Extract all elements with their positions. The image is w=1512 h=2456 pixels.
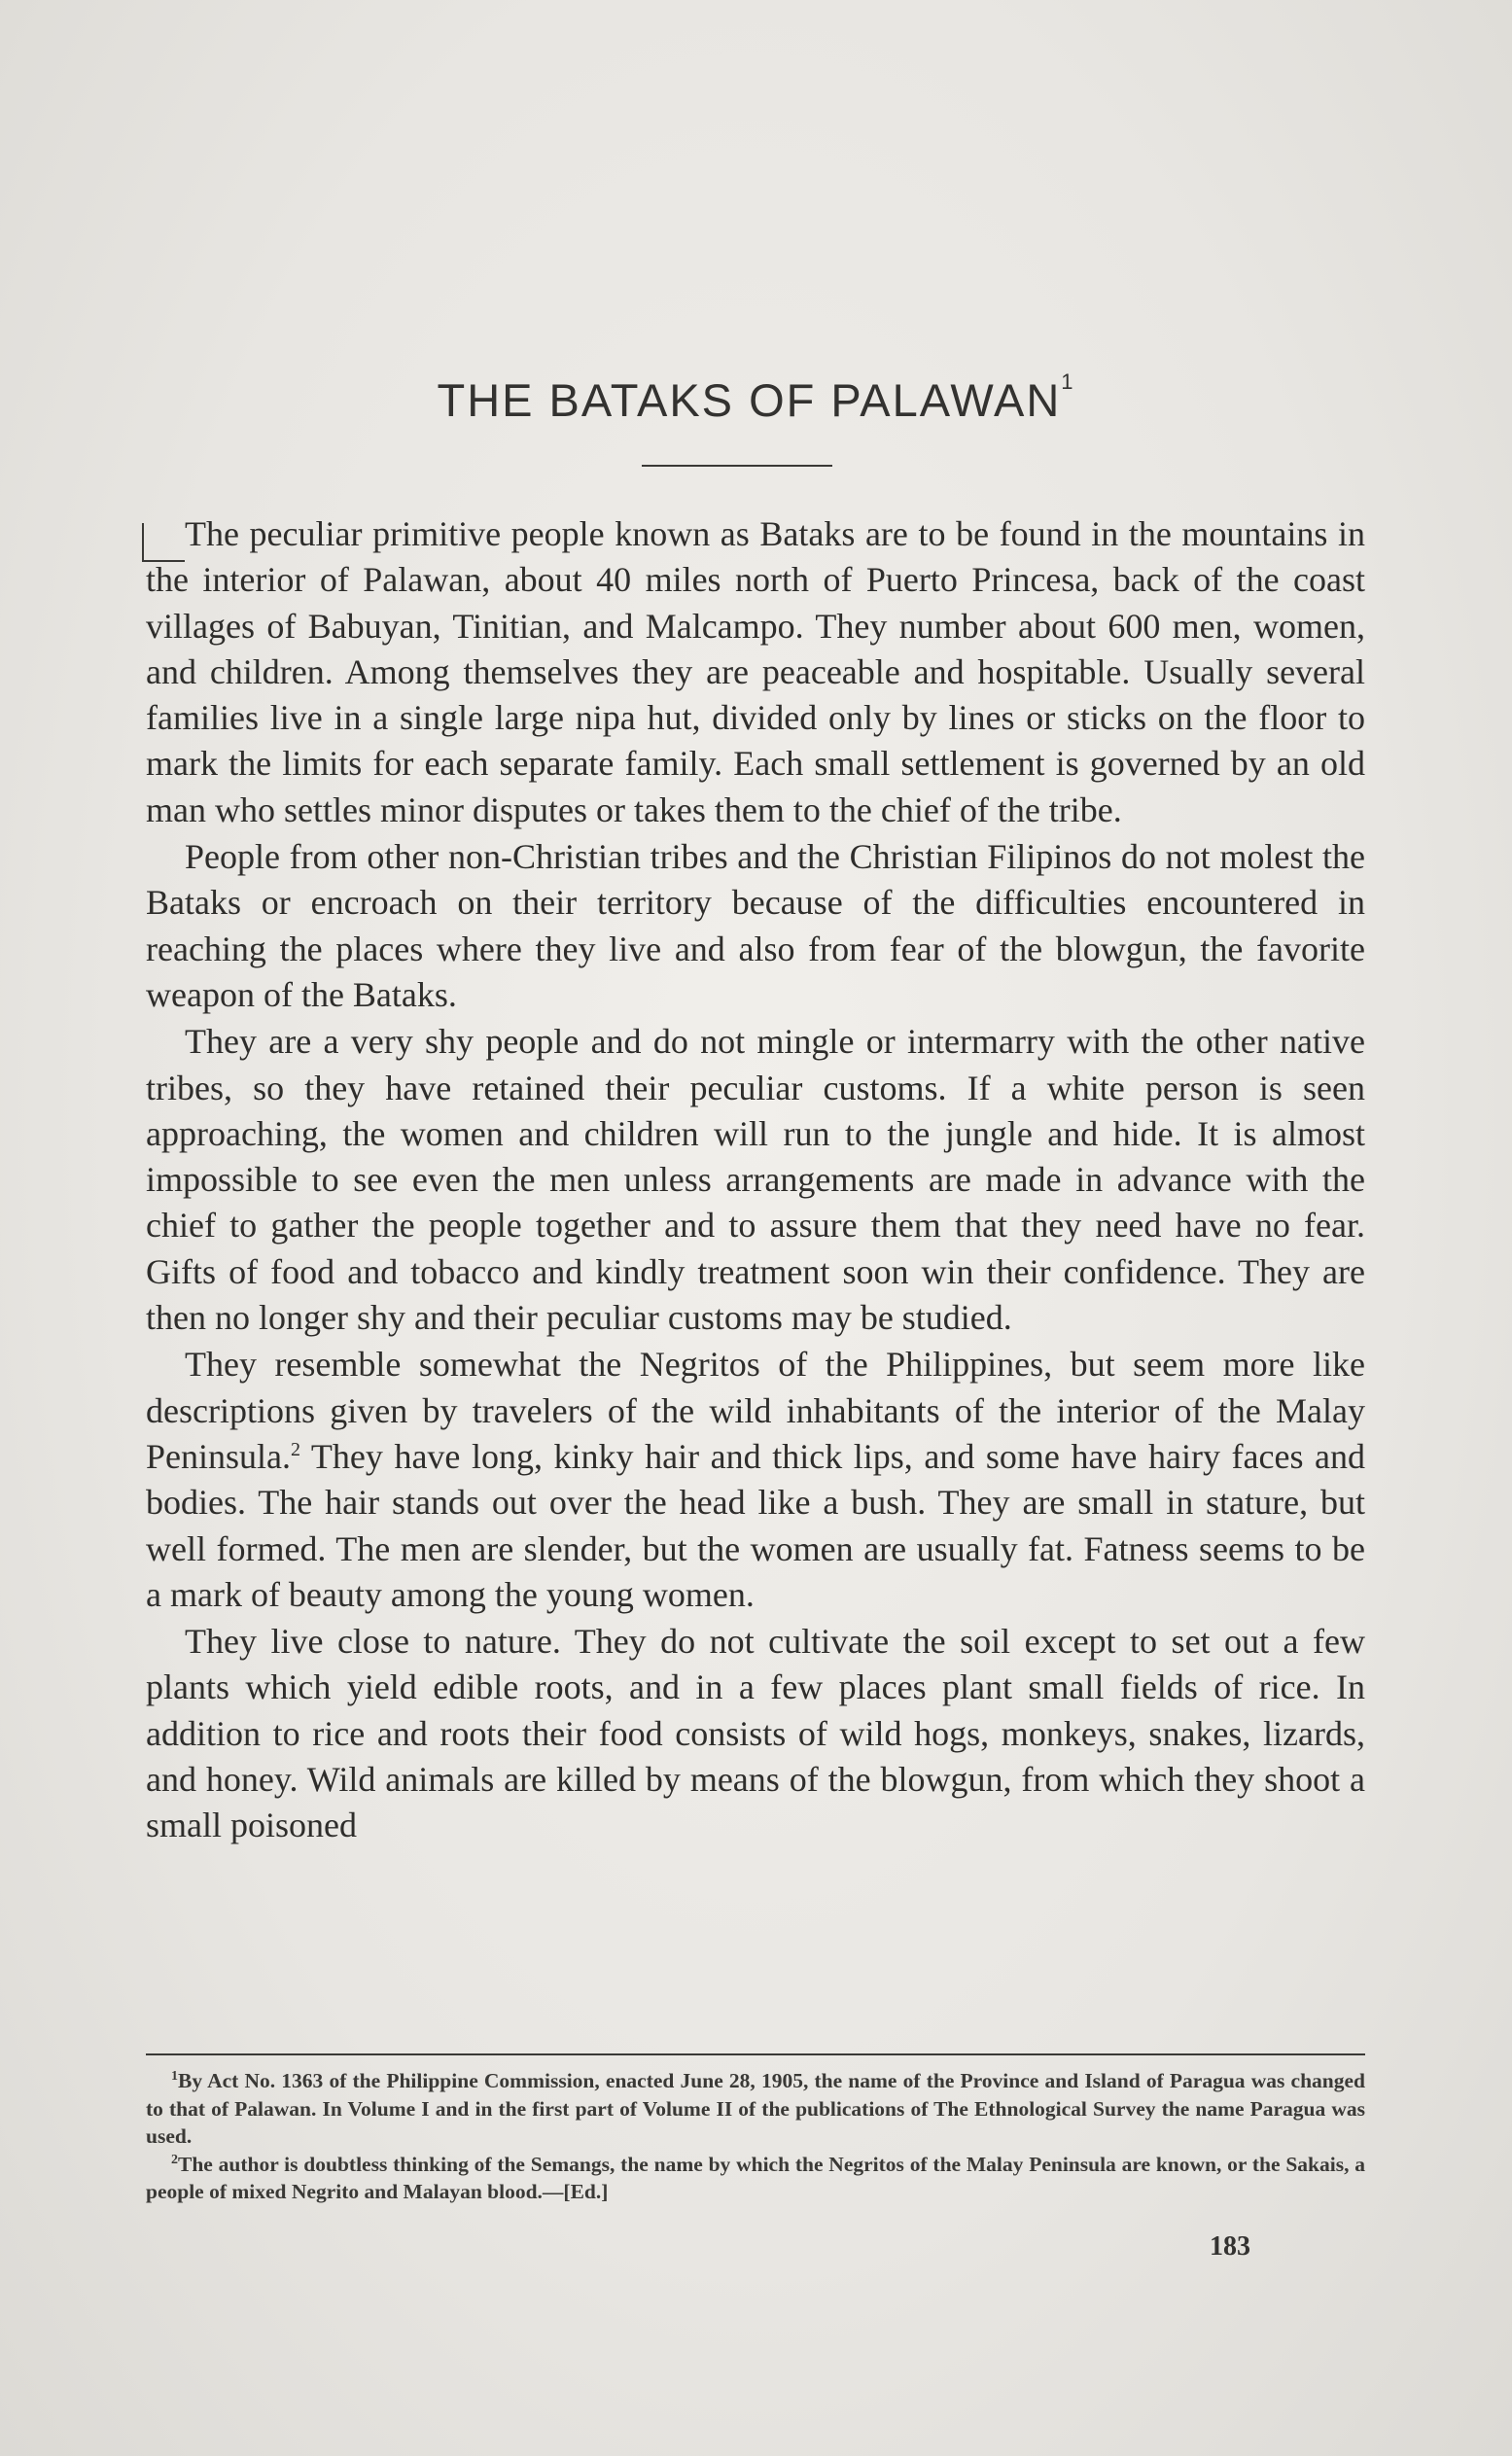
footnote-2-mark: 2 — [171, 2152, 178, 2167]
footnotes — [146, 2067, 1365, 2206]
title-text: THE BATAKS OF PALAWAN — [437, 374, 1062, 426]
title-footnote-mark: 1 — [1061, 369, 1075, 394]
paragraph-1: The peculiar primitive people known as Bataks are to be found in the mountains in the interior of Palawan, about 40 miles north of Puerto Princesa, back of the coast villages of Babuyan, Tinitian, and Malcampo. They number about 600 men, women, and children. Among themselves they are peaceable and hospitable. Usually several families live in a single large nipa hut, divided only by lines or sticks on the floor to mark the limits for each separate family. Each small settlement is governed by an old man who settles minor disputes or takes them to the chief of the tribe. — [146, 514, 1365, 829]
title-rule — [642, 465, 832, 467]
paragraph-3: They are a very shy people and do not mingle or intermarry with the other native tribes, so they have retained their peculiar customs. If a white person is seen approaching, the women and children will run to the jungle and hide. It is almost impossible to see even the men unless arrangements are made in advance with the chief to gather the people together and to assure them that they need have no fear. Gifts of food and tobacco and kindly treatment soon win their confidence. They are then no longer shy and their peculiar customs may be studied. — [146, 1022, 1365, 1338]
footnote-1-text: By Act No. 1363 of the Philippine Commission, enacted June 28, 1905, the name of the Province and Island of Paragua was changed to that of Palawan. In Volume I and in the first part of Volume II of the publications of The Ethnological Survey the name Paragua was used. — [146, 2069, 1365, 2148]
footnote-1-mark: 1 — [171, 2068, 178, 2084]
footnote-2 — [146, 2151, 1365, 2206]
footnote-ref-2: 2 — [291, 1438, 300, 1460]
paragraph-5: They live close to nature. They do not cultivate the soil except to set out a few plants which yield edible roots, and in a few places plant small fields of rice. In addition to rice and roots their food consists of wild hogs, monkeys, snakes, lizards, and honey. Wild animals are killed by means of the blowgun, from which they shoot a small poisoned — [146, 1622, 1365, 1845]
footnote-1 — [146, 2067, 1365, 2151]
article-body — [146, 511, 1365, 1850]
footnote-rule — [146, 2053, 1365, 2055]
page-title — [0, 369, 1512, 427]
paragraph-4-text-before: They resemble somewhat the Negritos of the Philippines, but seem more like descriptions given by travelers of the wild inhabitants of the interior of the Malay Peninsula. — [146, 1345, 1365, 1476]
footnote-2-text: The author is doubtless thinking of the Semangs, the name by which the Negritos of the Malay Peninsula are known, or the Sakais, a people of mixed Negrito and Malayan blood.—[Ed.] — [146, 2152, 1365, 2203]
paragraph-2: People from other non-Christian tribes and the Christian Filipinos do not molest the Bataks or encroach on their territory because of the difficulties encountered in reaching the places where they live and also from fear of the blowgun, the favorite weapon of the Bataks. — [146, 837, 1365, 1014]
paragraph-4-text-after: They have long, kinky hair and thick lips, and some have hairy faces and bodies. The hair stands out over the head like a bush. They are small in stature, but well formed. The men are slender, but the women are usually fat. Fatness seems to be a mark of beauty among the young women. — [146, 1436, 1365, 1614]
paragraph-4 — [146, 1342, 1365, 1618]
page-number: 183 — [1210, 2231, 1250, 2262]
